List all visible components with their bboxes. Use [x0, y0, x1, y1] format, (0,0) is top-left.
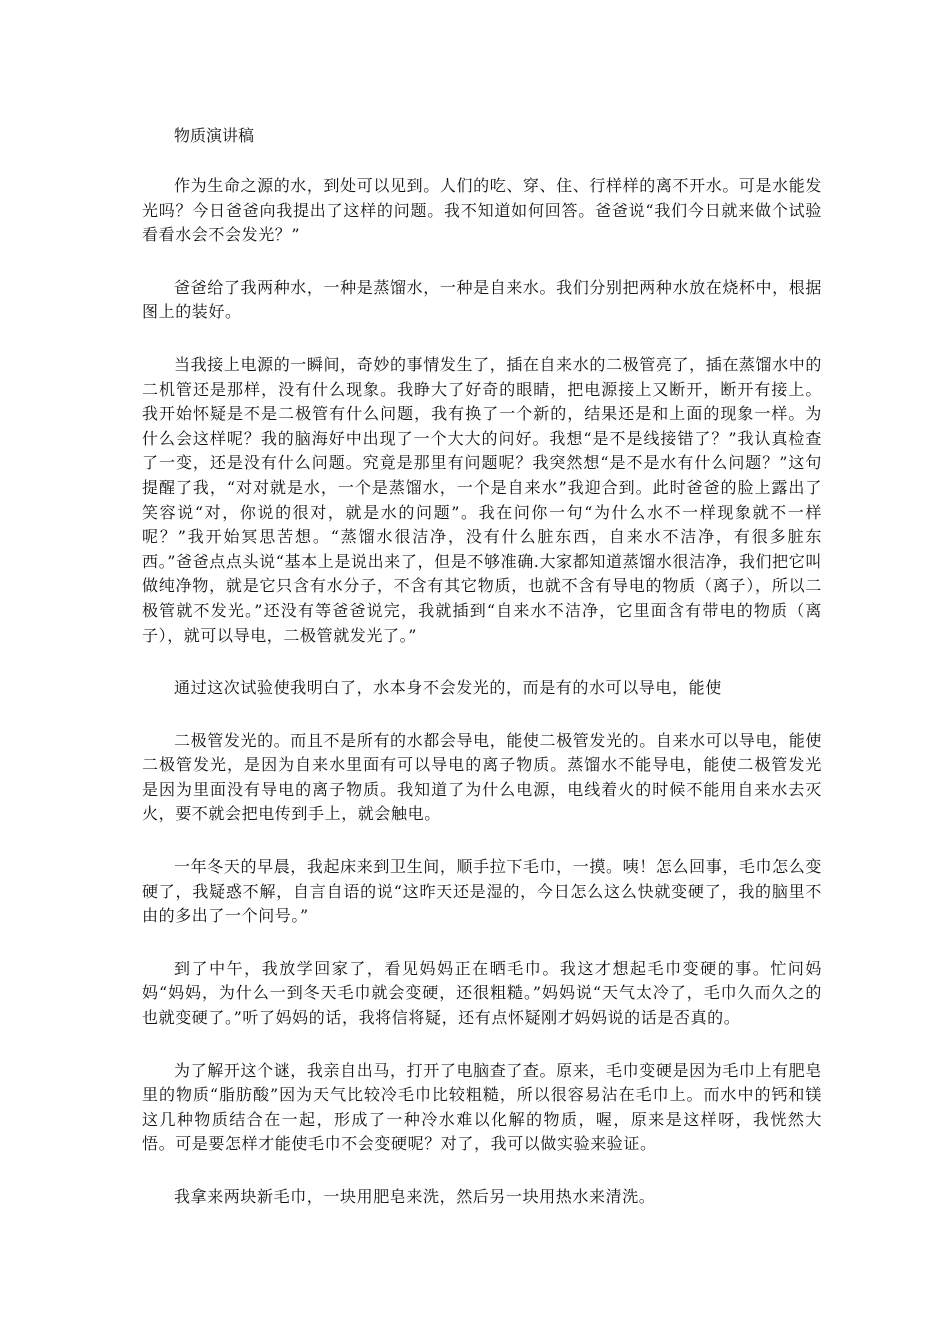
paragraph-5: 二极管发光的。而且不是所有的水都会导电，能使二极管发光的。自来水可以导电，能使二极管发光，是因为自来水里面有可以导电的离子物质。蒸馏水不能导电，能使二极管发光是因为里面没有导电的离子物质。我知道了为什么电源，电线着火的时候不能用自来水去灭火，要不就会把电传到手上，就会触电。 [142, 730, 822, 824]
paragraph-1: 作为生命之源的水，到处可以见到。人们的吃、穿、住、行样样的离不开水。可是水能发光吗？今日爸爸向我提出了这样的问题。我不知道如何回答。爸爸说“我们今日就来做个试验看看水会不会发光？” [142, 176, 822, 245]
document-page [142, 124, 822, 1238]
paragraph-3: 当我接上电源的一瞬间，奇妙的事情发生了，插在自来水的二极管亮了，插在蒸馏水中的二机管还是那样，没有什么现象。我睁大了好奇的眼睛，把电源接上又断开，断开有接上。我开始怀疑是不是二极管有什么问题，我有换了一个新的，结果还是和上面的现象一样。为什么会这样呢？我的脑海好中出现了一个大大的问好。我想“是不是线接错了？”我认真检查了一变，还是没有什么问题。究竟是那里有问题呢？我突然想“是不是水有什么问题？”这句提醒了我，“对对就是水，一个是蒸馏水，一个是自来水”我迎合到。此时爸爸的脸上露出了笑容说“对，你说的很对，就是水的问题”。我在问你一句“为什么水不一样现象就不一样呢？”我开始冥思苦想。“蒸馏水很洁净，没有什么脏东西，自来水不洁净，有很多脏东西。”爸爸点点头说“基本上是说出来了，但是不够准确.大家都知道蒸馏水很洁净，我们把它叫做纯净物，就是它只含有水分子，不含有其它物质，也就不含有导电的物质（离子），所以二极管就不发光。”还没有等爸爸说完，我就插到“自来水不洁净，它里面含有带电的物质（离子），就可以导电，二极管就发光了。” [142, 354, 822, 645]
paragraph-7: 到了中午，我放学回家了，看见妈妈正在晒毛巾。我这才想起毛巾变硬的事。忙问妈妈“妈妈，为什么一到冬天毛巾就会变硬，还很粗糙。”妈妈说“天气太冷了，毛巾久而久之的也就变硬了。”听了妈妈的话，我将信将疑，还有点怀疑刚才妈妈说的话是否真的。 [142, 958, 822, 1028]
paragraph-9: 我拿来两块新毛巾，一块用肥皂来洗，然后另一块用热水来清洗。 [174, 1187, 656, 1206]
paragraph-2: 爸爸给了我两种水，一种是蒸馏水，一种是自来水。我们分别把两种水放在烧杯中，根据图上的装好。 [142, 277, 822, 322]
paragraph-8: 为了解开这个谜，我亲自出马，打开了电脑查了查。原来，毛巾变硬是因为毛巾上有肥皂里的物质“脂肪酸”因为天气比较冷毛巾比较粗糙，所以很容易沾在毛巾上。而水中的钙和镁这几种物质结合在一起，形成了一种冷水难以化解的物质，喔，原来是这样呀，我恍然大悟。可是要怎样才能使毛巾不会变硬呢？对了，我可以做实验来验证。 [142, 1060, 822, 1154]
paragraph-6: 一年冬天的早晨，我起床来到卫生间，顺手拉下毛巾，一摸。咦！怎么回事，毛巾怎么变硬了，我疑惑不解，自言自语的说“这昨天还是湿的，今日怎么这么快就变硬了，我的脑里不由的多出了一个问号。” [142, 857, 822, 926]
document-title: 物质演讲稿 [174, 126, 255, 145]
paragraph-4: 通过这次试验使我明白了，水本身不会发光的，而是有的水可以导电，能使 [174, 678, 722, 698]
